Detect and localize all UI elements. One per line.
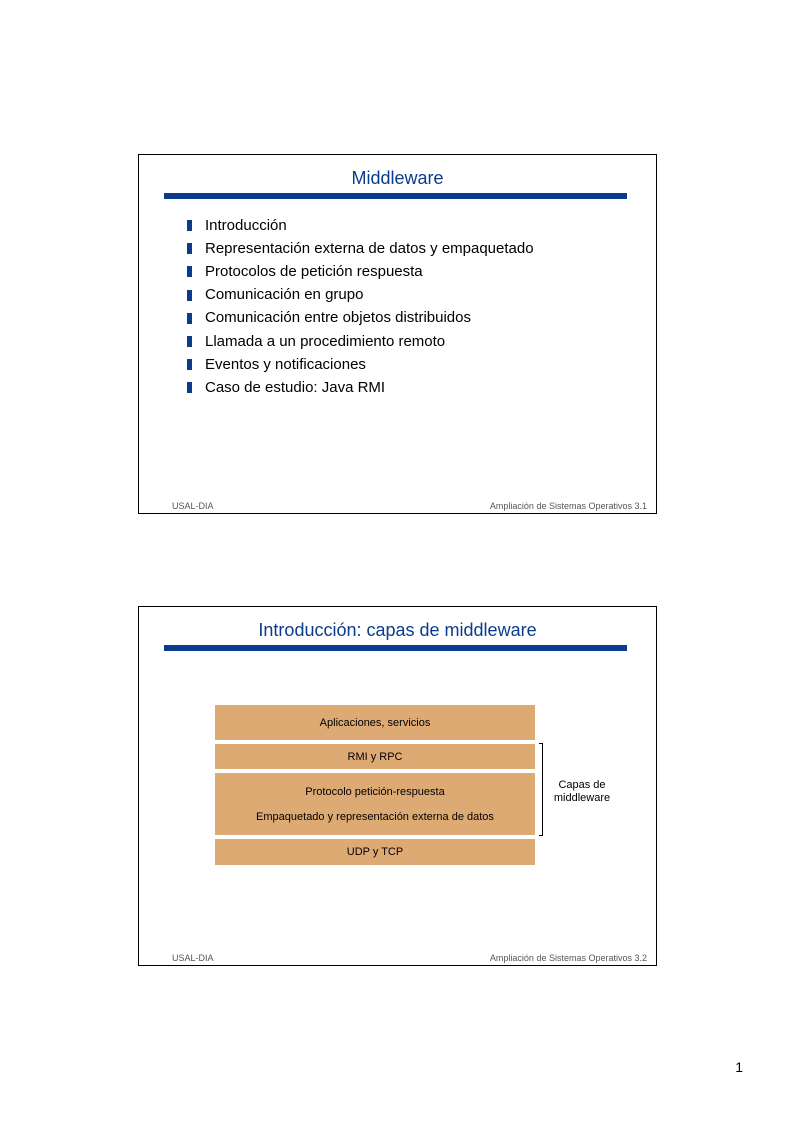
footer-course: Ampliación de Sistemas Operativos 3.2 (489, 953, 647, 963)
slide-middleware-layers (138, 606, 657, 966)
list-item (187, 353, 534, 376)
list-item (187, 307, 534, 330)
layer-label: Protocolo petición-respuesta (305, 785, 445, 798)
list-item-text: Introducción (205, 216, 287, 234)
title-underline-bar (164, 645, 627, 651)
list-item-text: Representación externa de datos y empaquetado (205, 239, 534, 257)
list-item (187, 284, 534, 307)
slide-title: Middleware (351, 168, 444, 188)
middleware-bracket (539, 743, 543, 836)
bracket-label: Capas de middleware (553, 779, 611, 804)
bullet-square-icon (187, 290, 192, 301)
layer-label: UDP y TCP (346, 846, 404, 858)
slide-middleware (138, 154, 657, 514)
page-number: 1 (735, 1059, 743, 1075)
layer-label: Empaquetado y representación externa de datos (256, 810, 494, 823)
list-item-text: Protocolos de petición respuesta (205, 262, 423, 280)
layer-label: Aplicaciones, servicios (319, 716, 431, 729)
bullet-square-icon (187, 336, 192, 347)
bullet-square-icon (187, 243, 192, 254)
list-item (187, 260, 534, 283)
list-item (187, 214, 534, 237)
list-item-text: Llamada a un procedimiento remoto (205, 332, 446, 350)
footer-course: Ampliación de Sistemas Operativos 3.1 (489, 501, 647, 511)
list-item-text: Comunicación en grupo (205, 286, 364, 304)
footer-institution: USAL-DIA (172, 501, 214, 511)
layer-protocol-marshalling (215, 773, 535, 835)
list-item-text: Eventos y notificaciones (205, 355, 366, 373)
layer-rmi-rpc (215, 744, 535, 769)
bullet-square-icon (187, 359, 192, 370)
list-item (187, 237, 534, 260)
bullet-square-icon (187, 313, 192, 324)
bullet-square-icon (187, 220, 192, 231)
bullet-list (187, 214, 534, 400)
layer-label: RMI y RPC (347, 750, 403, 763)
title-underline-bar (164, 193, 627, 199)
slide-title: Introducción: capas de middleware (258, 620, 537, 640)
bullet-square-icon (187, 266, 192, 277)
layer-applications (215, 705, 535, 740)
list-item-text: Comunicación entre objetos distribuidos (205, 309, 471, 327)
footer-institution: USAL-DIA (172, 953, 214, 963)
list-item (187, 376, 534, 399)
list-item-text: Caso de estudio: Java RMI (205, 378, 386, 396)
list-item (187, 330, 534, 353)
bullet-square-icon (187, 382, 192, 393)
layer-udp-tcp (215, 839, 535, 865)
